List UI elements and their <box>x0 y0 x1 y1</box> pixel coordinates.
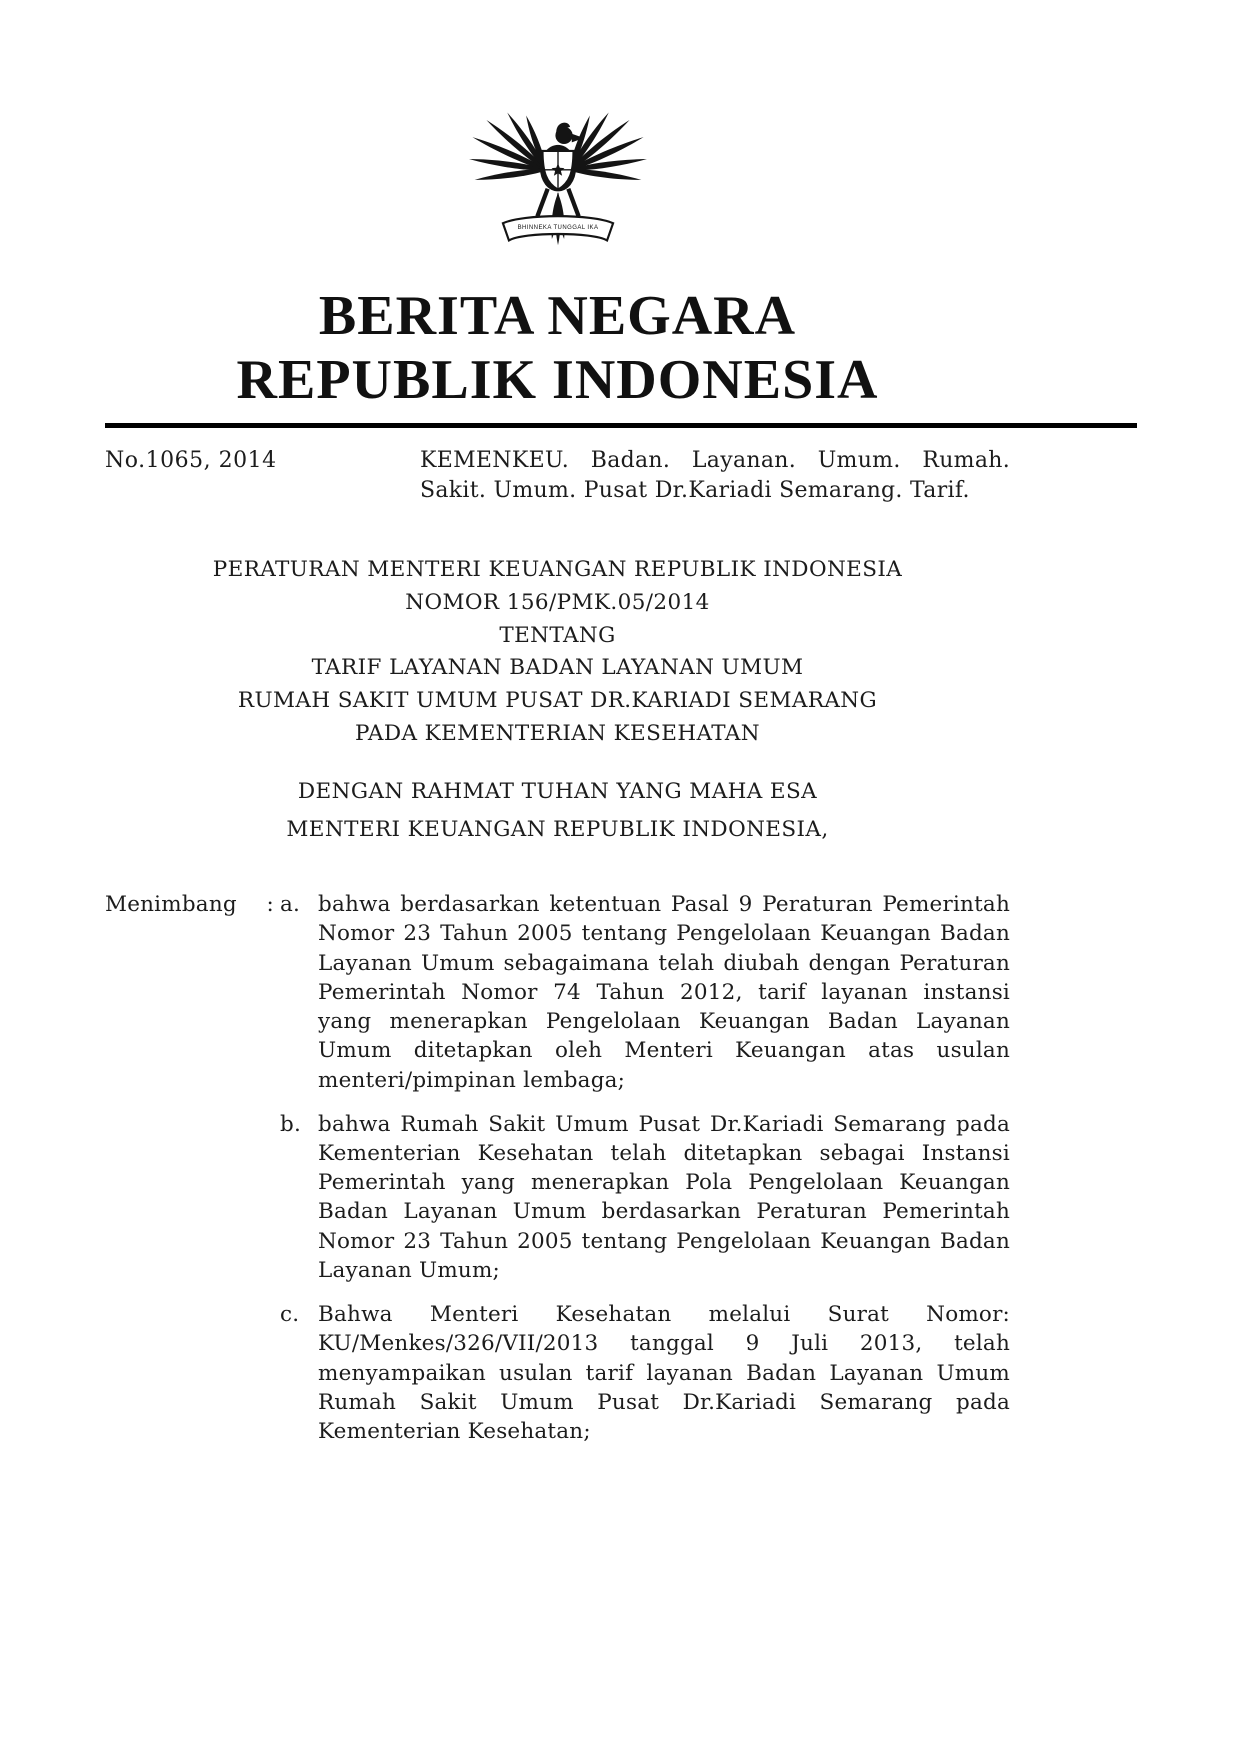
considering-label-cell <box>105 1110 280 1285</box>
regulation-title-line-3: TENTANG <box>499 622 616 648</box>
item-text: bahwa Rumah Sakit Umum Pusat Dr.Kariadi Semarang pada Kementerian Kesehatan telah ditetapkan sebagai Instansi Pemerintah yang menerapkan Pola Pengelolaan Keuangan Badan Layanan Umum berdasarkan Peraturan Pemerintah Nomor 23 Tahun 2005 tentang Pengelolaan Keuangan Badan Layanan Umum; <box>318 1111 1010 1283</box>
gazette-meta-row <box>105 446 1010 512</box>
item-marker: c. <box>280 1302 300 1328</box>
item-text: Bahwa Menteri Kesehatan melalui Surat Nomor: KU/Menkes/326/VII/2013 tanggal 9 Juli 2013, telah menyampaikan usulan tarif layanan Badan Layanan Umum Rumah Sakit Umum Pusat Dr.Kariadi Semarang pada Kementerian Kesehatan; <box>318 1302 1010 1445</box>
garuda-pancasila-emblem-icon <box>463 70 653 272</box>
regulation-title-line-6: PADA KEMENTERIAN KESEHATAN <box>355 721 760 747</box>
considering-item-c <box>105 1300 1010 1446</box>
masthead-rule <box>105 423 1137 428</box>
regulation-title-line-2: NOMOR 156/PMK.05/2014 <box>405 589 710 615</box>
regulation-title-line-4: TARIF LAYANAN BADAN LAYANAN UMUM <box>311 655 804 681</box>
considering-label-cell <box>105 1300 280 1446</box>
considering-item-a <box>105 890 1010 1095</box>
item-marker: a. <box>280 892 301 918</box>
gazette-number: No.1065, 2014 <box>105 447 277 473</box>
regulation-title-line-5: RUMAH SAKIT UMUM PUSAT DR.KARIADI SEMARANG <box>237 688 878 714</box>
preamble <box>105 779 1010 842</box>
regulation-title-block <box>105 554 1010 751</box>
regulation-title-line-1: PERATURAN MENTERI KEUANGAN REPUBLIK INDONESIA <box>212 556 903 582</box>
considering-item-b <box>105 1110 1010 1285</box>
preamble-invocation: DENGAN RAHMAT TUHAN YANG MAHA ESA <box>297 779 818 805</box>
masthead <box>105 284 1010 413</box>
item-marker: b. <box>280 1111 301 1137</box>
considering-label: Menimbang <box>105 892 237 918</box>
item-text: bahwa berdasarkan ketentuan Pasal 9 Peraturan Pemerintah Nomor 23 Tahun 2005 tentang Pengelolaan Keuangan Badan Layanan Umum sebagaimana telah diubah dengan Peraturan Pemerintah Nomor 74 Tahun 2012, tarif layanan instansi yang menerapkan Pengelolaan Keuangan Badan Layanan Umum ditetapkan oleh Menteri Keuangan atas usulan menteri/pimpinan lembaga; <box>318 892 1010 1093</box>
preamble-authority: MENTERI KEUANGAN REPUBLIK INDONESIA, <box>286 817 829 843</box>
emblem-motto: BHINNEKA TUNGGAL IKA <box>517 225 598 232</box>
masthead-line-1: BERITA NEGARA <box>318 285 797 347</box>
considering-section <box>105 890 1010 1446</box>
gazette-subject: KEMENKEU. Badan. Layanan. Umum. Rumah. Sakit. Umum. Pusat Dr.Kariadi Semarang. Tarif. <box>420 447 1010 504</box>
considering-colon: : <box>266 892 274 918</box>
masthead-line-2: REPUBLIK INDONESIA <box>236 349 879 412</box>
considering-label-cell <box>105 890 280 1095</box>
